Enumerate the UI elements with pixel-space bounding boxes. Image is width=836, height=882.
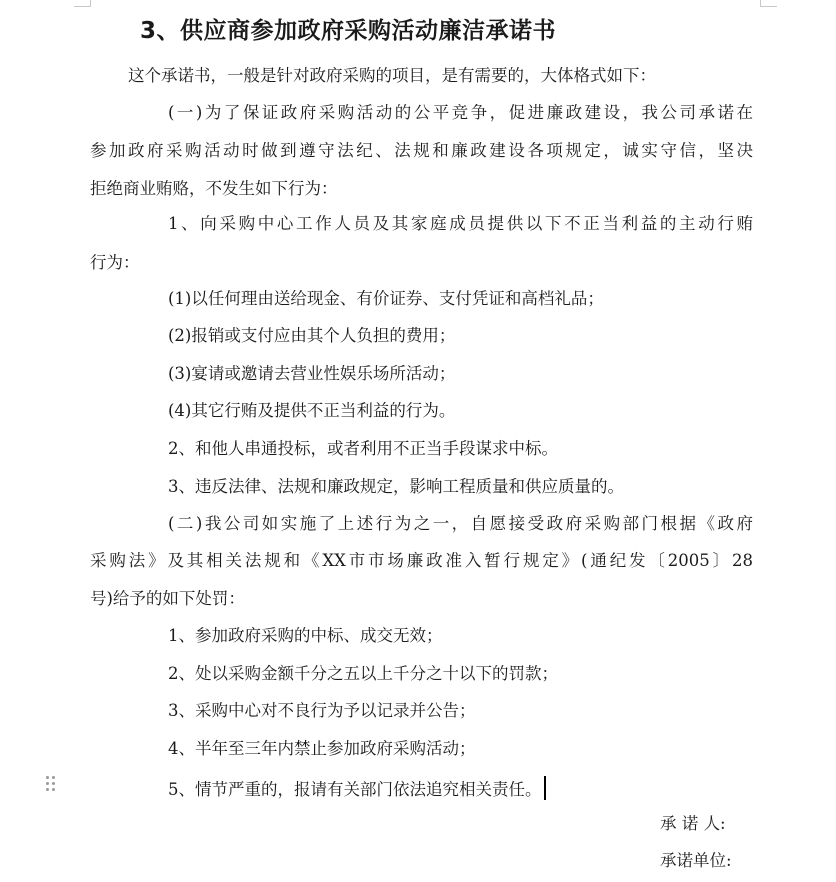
paragraph-1-line-1: (一)为了保证政府采购活动的公平竞争，促进廉政建设，我公司承诺在	[168, 103, 753, 122]
penalty-5: 5、情节严重的，报请有关部门依法追究相关责任。	[168, 780, 542, 799]
paragraph-2-line-3: 号)给予的如下处罚：	[90, 589, 245, 608]
clause-2: 2、和他人串通投标，或者利用不正当手段谋求中标。	[168, 439, 558, 458]
promisor-label: 承 诺 人:	[660, 814, 726, 833]
penalty-5-line	[168, 776, 546, 800]
text-cursor	[544, 776, 546, 800]
page-corner-mark-right	[760, 0, 777, 7]
clause-1-line-1: 1、向采购中心工作人员及其家庭成员提供以下不正当利益的主动行贿	[168, 214, 753, 233]
paragraph-1-line-2: 参加政府采购活动时做到遵守法纪、法规和廉政建设各项规定，诚实守信，坚决	[90, 141, 753, 160]
sub-item-1: (1)以任何理由送给现金、有价证券、支付凭证和高档礼品；	[168, 289, 604, 308]
clause-1-line-2: 行为：	[90, 253, 140, 272]
document-title: 3、供应商参加政府采购活动廉洁承诺书	[140, 18, 557, 44]
sub-item-3: (3)宴请或邀请去营业性娱乐场所活动；	[168, 364, 456, 383]
penalty-3: 3、采购中心对不良行为予以记录并公告；	[168, 701, 476, 720]
paragraph-2-line-2: 采购法》及其相关法规和《XX市市场廉政准入暂行规定》(通纪发〔2005〕28	[90, 551, 753, 570]
clause-3: 3、违反法律、法规和廉政规定，影响工程质量和供应质量的。	[168, 477, 624, 496]
penalty-2: 2、处以采购金额千分之五以上千分之十以下的罚款；	[168, 664, 558, 683]
intro-line: 这个承诺书，一般是针对政府采购的项目，是有需要的，大体格式如下：	[128, 66, 656, 85]
promising-unit-label: 承诺单位:	[660, 851, 732, 870]
penalty-4: 4、半年至三年内禁止参加政府采购活动；	[168, 739, 476, 758]
paragraph-1-line-3: 拒绝商业贿赂，不发生如下行为：	[90, 179, 338, 198]
sub-item-2: (2)报销或支付应由其个人负担的费用；	[168, 326, 456, 345]
sub-item-4: (4)其它行贿及提供不正当利益的行为。	[168, 401, 456, 420]
paragraph-2-line-1: (二)我公司如实施了上述行为之一，自愿接受政府采购部门根据《政府	[168, 514, 753, 533]
page-corner-mark-left	[74, 0, 91, 7]
paragraph-drag-handle-icon[interactable]	[46, 776, 56, 792]
penalty-1: 1、参加政府采购的中标、成交无效；	[168, 626, 443, 645]
